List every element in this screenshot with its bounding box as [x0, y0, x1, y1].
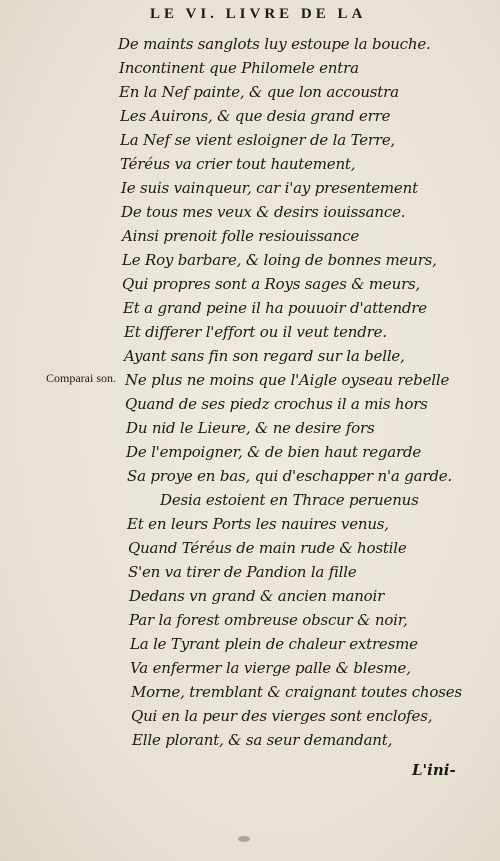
ink-smudge — [238, 836, 250, 842]
verse-line: Et en leurs Ports les nauires venus, — [127, 515, 389, 533]
verse-line: Ayant sans fin son regard sur la belle, — [124, 347, 405, 365]
verse-line: Va enfermer la vierge palle & blesme, — [130, 659, 411, 677]
verse-line: Et differer l'effort ou il veut tendre. — [124, 323, 387, 341]
verse-line: Les Auirons, & que desia grand erre — [120, 107, 391, 125]
verse-line: Desia estoient en Thrace peruenus — [160, 491, 419, 509]
verse-line: Du nid le Lieure, & ne desire fors — [126, 419, 375, 437]
verse-line: Qui en la peur des vierges sont enclofes, — [131, 707, 433, 725]
verse-line: Sa proye en bas, qui d'eschapper n'a garde. — [127, 467, 453, 485]
verse-line: Qui propres sont a Roys sages & meurs, — [122, 275, 421, 293]
verse-line: Ie suis vainqueur, car i'ay presentement — [121, 179, 418, 197]
verse-line: De tous mes veux & desirs iouissance. — [121, 203, 406, 221]
catchword: L'ini- — [412, 761, 456, 779]
verse-line: Le Roy barbare, & loing de bonnes meurs, — [122, 251, 437, 269]
verse-line: Par la forest ombreuse obscur & noir, — [129, 611, 408, 629]
verse-line: Morne, tremblant & craignant toutes choses — [131, 683, 462, 701]
verse-line: Dedans vn grand & ancien manoir — [129, 587, 385, 605]
verse-line: Ne plus ne moins que l'Aigle oyseau rebelle — [125, 371, 450, 389]
verse-line: De l'empoigner, & de bien haut regarde — [126, 443, 422, 461]
verse-line: Ainsi prenoit folle resiouissance — [122, 227, 360, 245]
verse-line: La le Tyrant plein de chaleur extresme — [130, 635, 418, 653]
margin-note: Comparai son. — [46, 371, 116, 385]
verse-line: Quand Téréus de main rude & hostile — [128, 539, 407, 557]
verse-line: S'en va tirer de Pandion la fille — [128, 563, 357, 581]
verse-line: De maints sanglots luy estoupe la bouche. — [118, 35, 431, 53]
verse-line: La Nef se vient esloigner de la Terre, — [120, 131, 396, 149]
verse-line: En la Nef painte, & que lon accoustra — [119, 83, 399, 101]
verse-line: Téréus va crier tout hautement, — [120, 155, 356, 173]
verse-line: Et a grand peine il ha pouuoir d'attendre — [123, 299, 427, 317]
verse-line: Incontinent que Philomele entra — [119, 59, 359, 77]
running-head: LE VI. LIVRE DE LA — [150, 6, 367, 22]
verse-line: Quand de ses piedz crochus il a mis hors — [125, 395, 428, 413]
verse-line: Elle plorant, & sa seur demandant, — [132, 731, 393, 749]
